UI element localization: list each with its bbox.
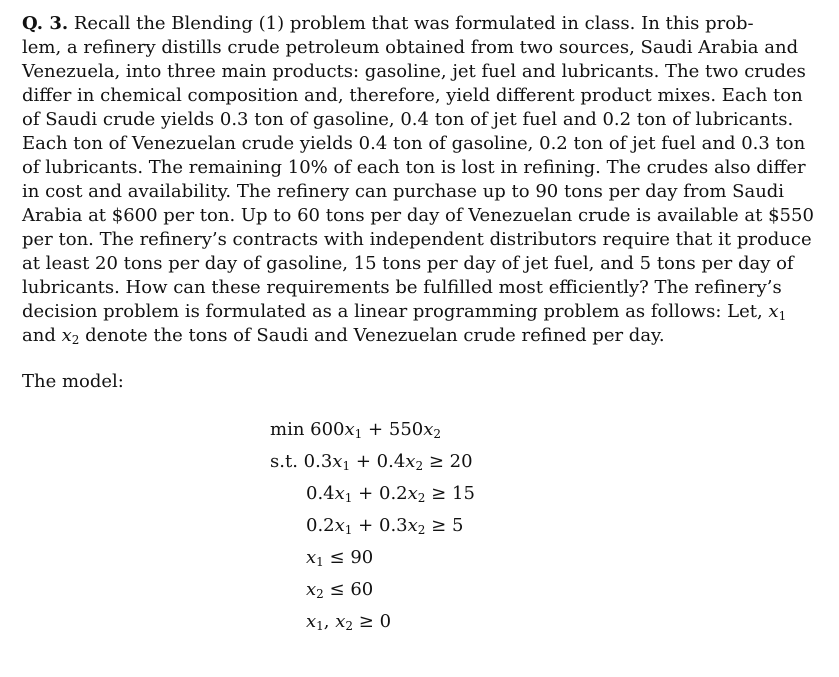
bound-relation: ≤ xyxy=(329,547,345,568)
objective-coef-1: 600 xyxy=(310,419,345,440)
math-operator: + xyxy=(355,451,371,472)
math-subscript: 2 xyxy=(417,523,426,537)
paragraph-text: decision problem is formulated as a linear programming problem as follows: Let, xyxy=(22,301,763,322)
constraint-coef-2: 0.4 xyxy=(376,451,406,472)
constraint-row xyxy=(270,510,530,542)
paragraph-line xyxy=(22,12,754,36)
math-operator: + xyxy=(368,419,384,440)
question-paragraph xyxy=(22,12,822,348)
constraint-relation: ≥ xyxy=(431,515,447,536)
objective-row xyxy=(270,414,530,446)
constraint-coef-2: 0.3 xyxy=(379,515,408,536)
lp-model xyxy=(270,414,530,638)
constraint-rhs: 15 xyxy=(452,483,475,504)
paragraph-line xyxy=(22,300,787,324)
constraint-coef-2: 0.2 xyxy=(379,483,408,504)
math-variable: x xyxy=(344,419,355,440)
math-subscript: 2 xyxy=(316,587,324,601)
bound-relation: ≤ xyxy=(329,579,345,600)
math-variable: x xyxy=(335,611,346,632)
paragraph-line: differ in chemical composition and, therefore, yield different product mixes. Each ton xyxy=(22,85,803,106)
math-subscript: 1 xyxy=(316,555,324,569)
bound-row xyxy=(270,574,530,606)
constraint-rhs: 5 xyxy=(452,515,464,536)
math-variable: x xyxy=(306,611,317,632)
bound-row xyxy=(270,542,530,574)
constraint-coef-1: 0.3 xyxy=(303,451,333,472)
objective-prefix: min xyxy=(270,419,305,440)
math-operator: + xyxy=(358,515,374,536)
math-subscript: 1 xyxy=(354,427,363,441)
math-variable: x xyxy=(332,451,343,472)
math-variable: x xyxy=(306,579,317,600)
math-subscript: 1 xyxy=(342,459,351,473)
math-subscript: 2 xyxy=(71,333,80,347)
math-variable: x xyxy=(768,301,779,322)
constraint-row xyxy=(270,446,530,478)
paragraph-line: Venezuela, into three main products: gasoline, jet fuel and lubricants. The two crudes xyxy=(22,61,806,82)
math-variable: x xyxy=(334,515,345,536)
paragraph-line: per ton. The refinery’s contracts with independent distributors require that it produce xyxy=(22,229,812,250)
math-subscript: 2 xyxy=(345,619,354,633)
math-variable: x xyxy=(334,483,345,504)
objective-coef-2: 550 xyxy=(388,419,424,440)
paragraph-line: in cost and availability. The refinery can purchase up to 90 tons per day from Saudi xyxy=(22,181,785,202)
math-subscript: 1 xyxy=(344,523,353,537)
math-variable: x xyxy=(405,451,416,472)
nonnegativity-row xyxy=(270,606,530,638)
math-subscript: 1 xyxy=(344,491,353,505)
paragraph-line: at least 20 tons per day of gasoline, 15 tons per day of jet fuel, and 5 tons per day of xyxy=(22,253,794,274)
nonneg-rhs: 0 xyxy=(379,611,392,632)
constraint-prefix: s.t. xyxy=(270,451,298,472)
paragraph-line: Each ton of Venezuelan crude yields 0.4 ton of gasoline, 0.2 ton of jet fuel and 0.3 ton xyxy=(22,133,806,154)
paragraph-line: Arabia at $600 per ton. Up to 60 tons per day of Venezuelan crude is available at $550 xyxy=(22,205,814,226)
question-number: Q. 3. xyxy=(22,13,69,34)
math-subscript: 1 xyxy=(316,619,324,633)
constraint-rhs: 20 xyxy=(449,451,473,472)
nonneg-relation: ≥ xyxy=(358,611,374,632)
paragraph-text: and xyxy=(22,325,56,346)
bound-rhs: 90 xyxy=(350,547,374,568)
model-label: The model: xyxy=(22,371,124,392)
math-variable: x xyxy=(407,483,418,504)
paragraph-line: of lubricants. The remaining 10% of each ton is lost in refining. The crudes also differ xyxy=(22,157,806,178)
paragraph-line: of Saudi crude yields 0.3 ton of gasoline, 0.4 ton of jet fuel and 0.2 ton of lubricants. xyxy=(22,109,794,130)
math-variable: x xyxy=(306,547,317,568)
constraint-relation: ≥ xyxy=(428,451,444,472)
paragraph-line xyxy=(22,324,822,348)
constraint-coef-1: 0.2 xyxy=(306,515,335,536)
math-subscript: 1 xyxy=(778,309,787,323)
math-variable: x xyxy=(61,325,72,346)
paragraph-text: Recall the Blending (1) problem that was formulated in class. In this prob- xyxy=(73,13,754,34)
math-operator: + xyxy=(358,483,374,504)
paragraph-line: lubricants. How can these requirements be fulfilled most efficiently? The refinery’s xyxy=(22,277,782,298)
constraint-coef-1: 0.4 xyxy=(306,483,335,504)
math-subscript: 2 xyxy=(417,491,426,505)
math-variable: x xyxy=(423,419,434,440)
paragraph-line: lem, a refinery distills crude petroleum obtained from two sources, Saudi Arabia and xyxy=(22,37,799,58)
math-subscript: 2 xyxy=(433,427,442,441)
constraint-relation: ≥ xyxy=(431,483,447,504)
constraint-row xyxy=(270,478,530,510)
document-page xyxy=(22,12,822,633)
math-subscript: 2 xyxy=(415,459,424,473)
paragraph-text: denote the tons of Saudi and Venezuelan crude refined per day. xyxy=(85,325,665,346)
math-variable: x xyxy=(407,515,418,536)
bound-rhs: 60 xyxy=(350,579,374,600)
math-comma: , xyxy=(323,611,330,632)
